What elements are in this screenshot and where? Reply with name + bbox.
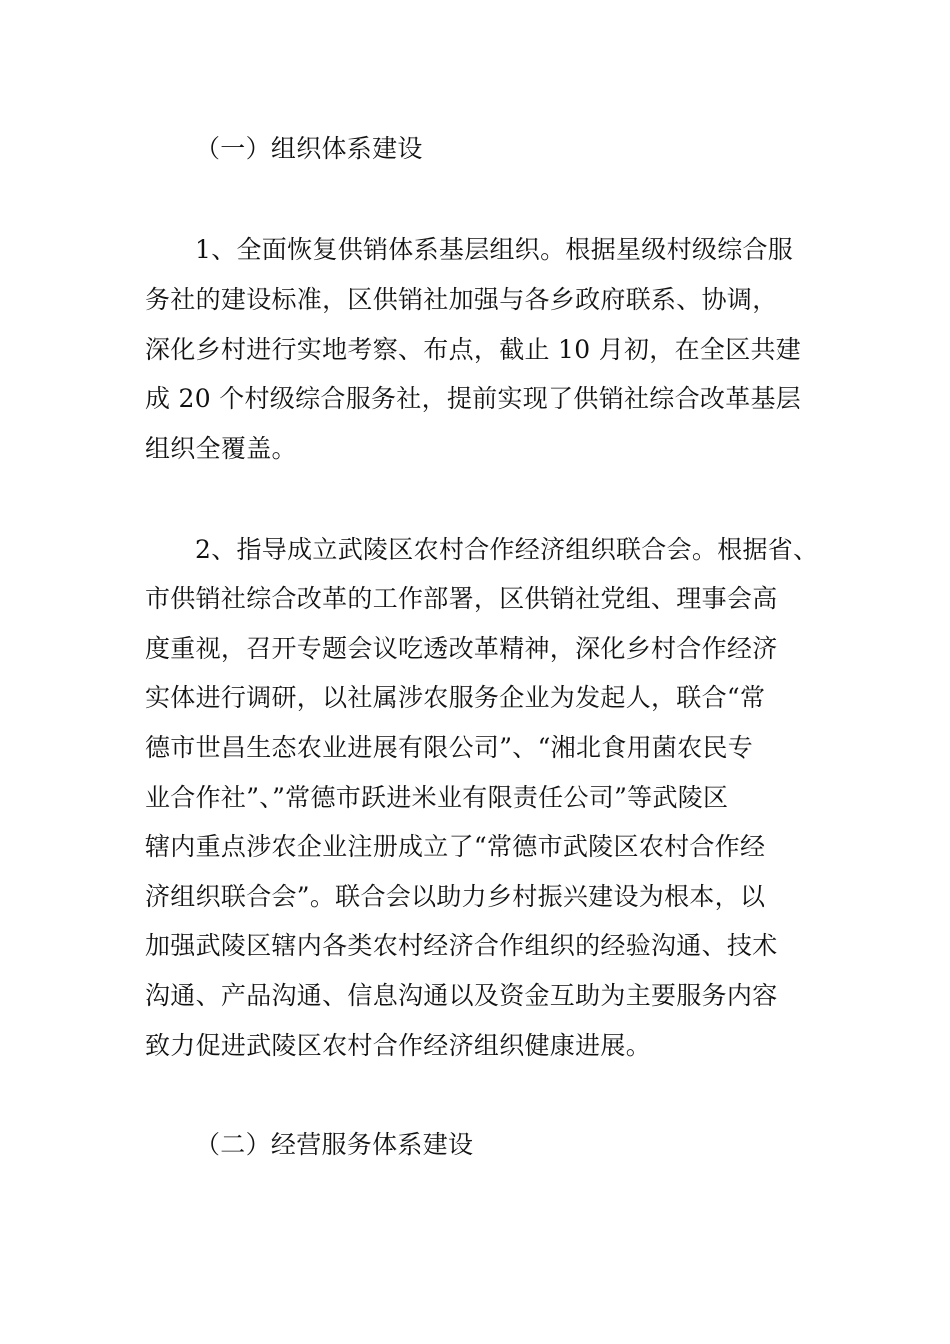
paragraph-line: 1、全面恢复供销体系基层组织。根据星级村级综合服: [195, 235, 794, 264]
section-heading-1: （一）组织体系建设: [195, 134, 423, 163]
paragraph-line: 致力促进武陵区农村合作经济组织健康进展。: [145, 1031, 652, 1060]
paragraph-line: 度重视，召开专题会议吃透改革精神，深化乡村合作经济: [145, 634, 778, 663]
paragraph-line: 组织全覆盖。: [145, 434, 297, 463]
paragraph-line: 业合作社”、”常德市跃进米业有限责任公司”等武陵区: [145, 783, 729, 812]
section-heading-2: （二）经营服务体系建设: [195, 1130, 474, 1159]
paragraph-line: 济组织联合会”。联合会以助力乡村振兴建设为根本，以: [145, 882, 766, 911]
paragraph-line: 市供销社综合改革的工作部署，区供销社党组、理事会高: [145, 584, 778, 613]
paragraph-line: 务社的建设标准，区供销社加强与各乡政府联系、协调，: [145, 285, 778, 314]
paragraph-line: 实体进行调研，以社属涉农服务企业为发起人，联合“常: [145, 683, 766, 712]
paragraph-line: 辖内重点涉农企业注册成立了“常德市武陵区农村合作经: [145, 832, 766, 861]
paragraph-line: 加强武陵区辖内各类农村经济合作组织的经验沟通、技术: [145, 931, 778, 960]
paragraph-line: 2、指导成立武陵区农村合作经济组织联合会。根据省、: [195, 535, 819, 564]
paragraph-line: 德市世昌生态农业进展有限公司”、“湘北食用菌农民专: [145, 733, 754, 762]
paragraph-line: 深化乡村进行实地考察、布点，截止 10 月初，在全区共建: [145, 335, 802, 364]
paragraph-line: 成 20 个村级综合服务社，提前实现了供销社综合改革基层: [145, 384, 802, 413]
paragraph-line: 沟通、产品沟通、信息沟通以及资金互助为主要服务内容: [145, 981, 778, 1010]
